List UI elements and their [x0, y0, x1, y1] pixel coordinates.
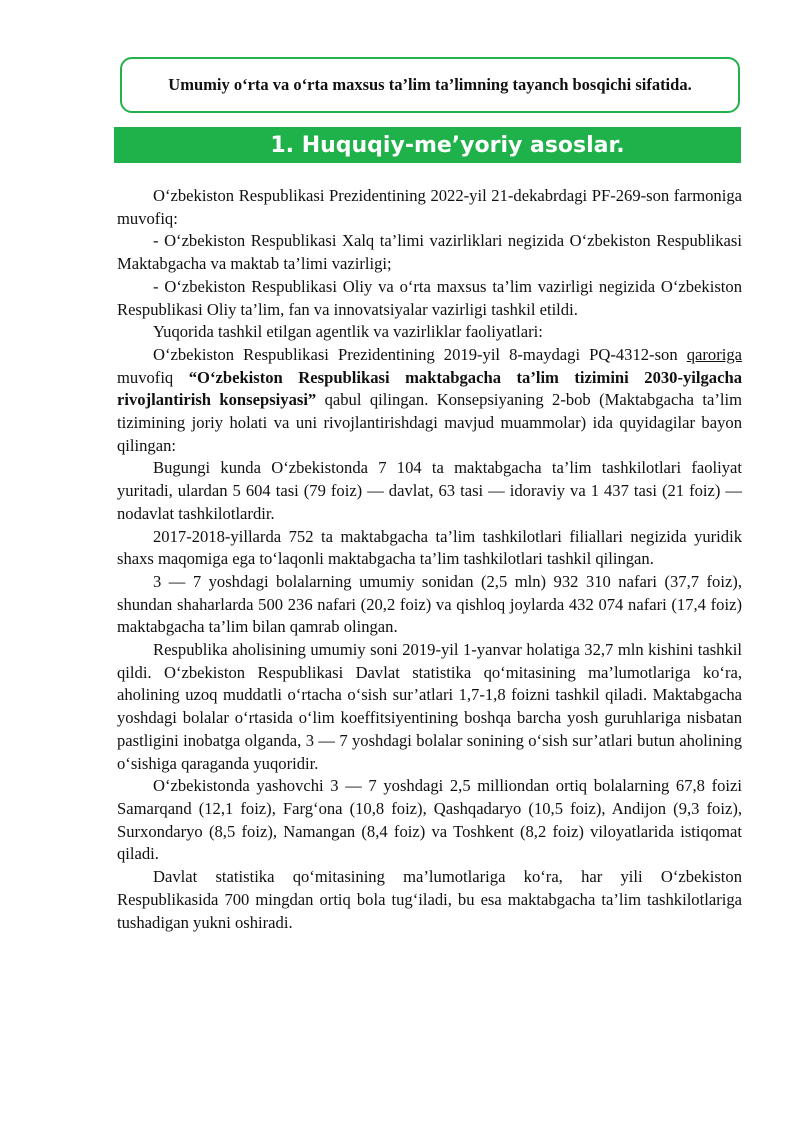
concept-text-a: O‘zbekiston Respublikasi Prezidentining 2019-yil 8-maydagi PQ-4312-son: [153, 344, 687, 364]
paragraph-organizations-count: Bugungi kunda O‘zbekistonda 7 104 ta maktabgacha ta’lim tashkilotlari faoliyat yuritadi, ulardan 5 604 tasi (79 foiz) — davlat, 63 tasi — idoraviy va 1 437 tasi (21 foiz) — nodavlat tashkilotlardir.: [117, 458, 742, 523]
paragraph-ministry-higher-ed: - O‘zbekiston Respublikasi Oliy va o‘rta maxsus ta’lim vazirligi negizida O‘zbekiston Respublikasi Oliy ta’lim, fan va innovatsiyalar vazirligi tashkil etildi.: [117, 276, 742, 319]
subtitle-text: Umumiy o‘rta va o‘rta maxsus ta’lim ta’limning tayanch bosqichi sifatida.: [168, 75, 692, 94]
paragraph-births: Davlat statistika qo‘mitasining ma’lumotlariga ko‘ra, har yili O‘zbekiston Respublikasida 700 mingdan ortiq bola tug‘iladi, bu esa maktabgacha ta’lim tashkilotlariga tushadigan yukni oshiradi.: [117, 867, 742, 932]
paragraph-activities: Yuqorida tashkil etilgan agentlik va vazirliklar faoliyatlari:: [153, 322, 543, 342]
paragraph-coverage: 3 — 7 yoshdagi bolalarning umumiy sonidan (2,5 mln) 932 310 nafari (37,7 foiz), shundan shaharlarda 500 236 nafari (20,2 foiz) va qishloq joylarda 432 074 nafari (17,4 foiz) maktabgacha ta’lim bilan qamrab olingan.: [117, 571, 742, 637]
concept-text-c: qabul qilingan. Konsepsiyaning 2-bob (Maktabgacha ta’lim tizimining joriy holati va uni rivojlantirishdagi mavjud muammolar) ida quyidagilar bayon qilingan:: [117, 390, 742, 455]
resolution-link[interactable]: qaroriga: [686, 344, 742, 364]
section-title-banner: [114, 127, 741, 163]
concept-text-b: muvofiq: [117, 367, 189, 387]
subtitle-box: [120, 57, 740, 113]
paragraph-ministry-preschool: - O‘zbekiston Respublikasi Xalq ta’limi vazirliklari negizida O‘zbekiston Respublikasi Maktabgacha va maktab ta’limi vazirligi;: [117, 231, 742, 274]
paragraph-branches: 2017-2018-yillarda 752 ta maktabgacha ta’lim tashkilotlari filiallari negizida yuridik shaxs maqomiga ega to‘laqonli maktabgacha ta’lim tashkilotlari tashkil qilingan.: [117, 526, 742, 569]
paragraph-concept: [117, 344, 742, 458]
paragraph-population: Respublika aholisining umumiy soni 2019-yil 1-yanvar holatiga 32,7 mln kishini tashkil qildi. O‘zbekiston Respublikasi Davlat statistika qo‘mitasining ma’lumotlariga ko‘ra, aholining uzoq muddatli o‘rtacha o‘sish sur’atlari 1,7-1,8 foizni tashkil qiladi. Maktabgacha yoshdagi bolalar o‘rtasida o‘lim koeffitsiyentining boshqa barcha yosh guruhlariga nisbatan pastligini inobatga olganda, 3 — 7 yoshdagi bolalar sonining o‘sish sur’atlari butun aholining o‘sishiga qaraganda yuqoridir.: [117, 640, 742, 773]
paragraph-regions: O‘zbekistonda yashovchi 3 — 7 yoshdagi 2,5 milliondan ortiq bolalarning 67,8 foizi Samarqand (12,1 foiz), Farg‘ona (10,8 foiz), Qashqadaryo (10,5 foiz), Andijon (9,3 foiz), Surxondaryo (8,5 foiz), Namangan (8,4 foiz) va Toshkent (8,2 foiz) viloyatlarida istiqomat qiladi.: [117, 776, 742, 864]
paragraph-decree: O‘zbekiston Respublikasi Prezidentining 2022-yil 21-dekabrdagi PF-269-son farmoniga muvofiq:: [117, 186, 742, 228]
section-title: 1. Huquqiy-me’yoriy asoslar.: [270, 132, 625, 158]
document-body: [117, 185, 742, 934]
concept-title: “O‘zbekiston Respublikasi maktabgacha ta’lim tizimini 2030-yilgacha rivojlantirish konsepsiyasi”: [117, 367, 742, 410]
